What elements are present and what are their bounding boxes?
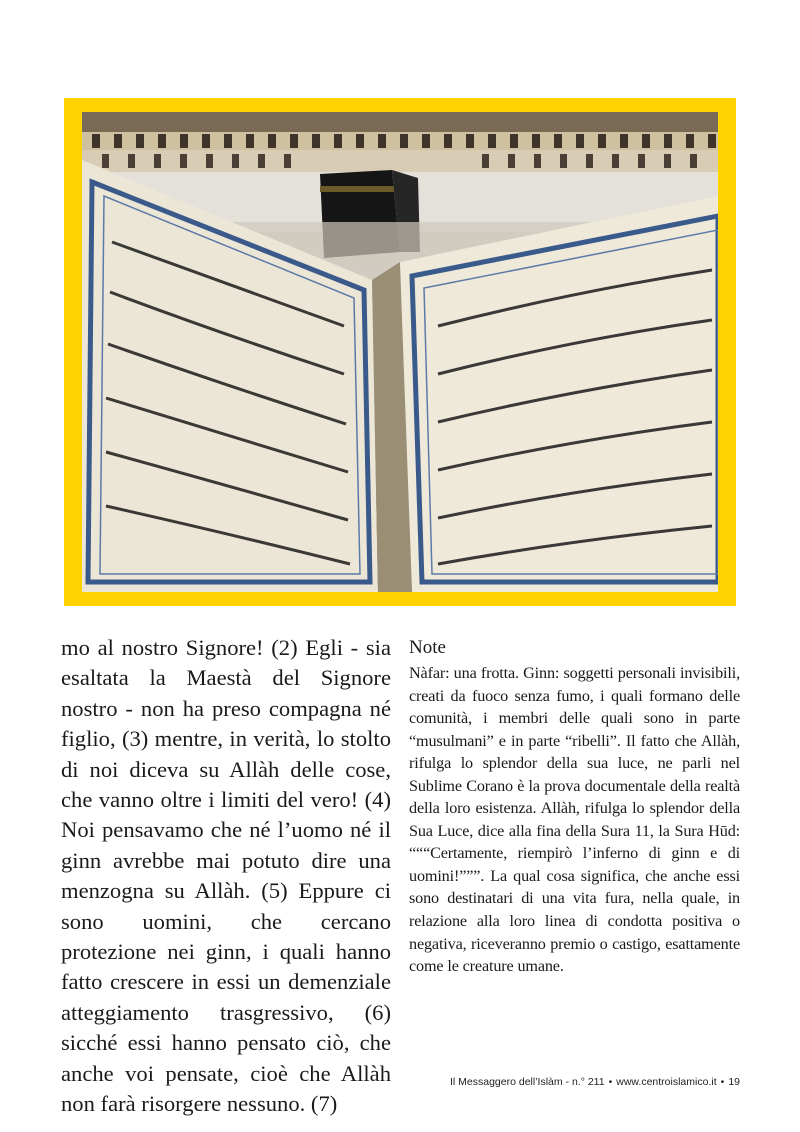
footer-publication: Il Messaggero dell’Islàm - n.° 211 (449, 1076, 605, 1088)
footer-website: www.centroislamico.it (616, 1076, 717, 1088)
page-number: 19 (728, 1076, 740, 1088)
notes-body: Nàfar: una frotta. Ginn: soggetti personali invisibili, creati da fuoco senza fumo, i quali formano delle comunità, i membri delle quali sono in parte “musulmani” e in parte “ribelli”. Il fatto che Allàh, rifulga lo splendor della sua luce, ne parli nel Sublime Corano è la prova documentale della realtà della loro esistenza. Allàh, rifulga lo splendor della Sua Luce, dice alla fina della Sura 11, la Sura Hūd: “““Certamente, riempirò l’inferno di ginn e di uomini!”””. La qual cosa significa, che anche essi sono destinatari di una vita fura, nella quale, in relazione alla loro linea di condotta positiva o negativa, riceveranno premio o castigo, esattamente come le creature umane. (409, 664, 740, 976)
quran-kaaba-photo (82, 112, 718, 592)
quran-photo-illustration (82, 112, 718, 592)
notes-column (409, 636, 740, 978)
main-paragraph: mo al nostro Signore! (2) Egli - sia esaltata la Maestà del Signore nostro - non ha preso compagna né figlio, (3) mentre, in verità, lo stolto di noi diceva su Allàh delle cose, che vanno oltre i limiti del vero! (4) Noi pensavamo che né l’uomo né il ginn avrebbe mai potuto dire una menzogna su Allàh. (5) Eppure ci sono uomini, che cercano protezione nei ginn, i quali hanno fatto crescere in essi un demenziale atteggiamento trasgressivo, (6) sicché essi hanno pensato ciò, che anche voi pensate, cioè che Allàh non farà risorgere nessuno. (7) (61, 635, 391, 1117)
page-footer (450, 1076, 740, 1088)
footer-separator: • (720, 1076, 725, 1088)
main-text-column (61, 633, 391, 1120)
footer-separator: • (608, 1076, 613, 1088)
notes-heading: Note (409, 637, 446, 658)
photo-frame (64, 98, 736, 606)
